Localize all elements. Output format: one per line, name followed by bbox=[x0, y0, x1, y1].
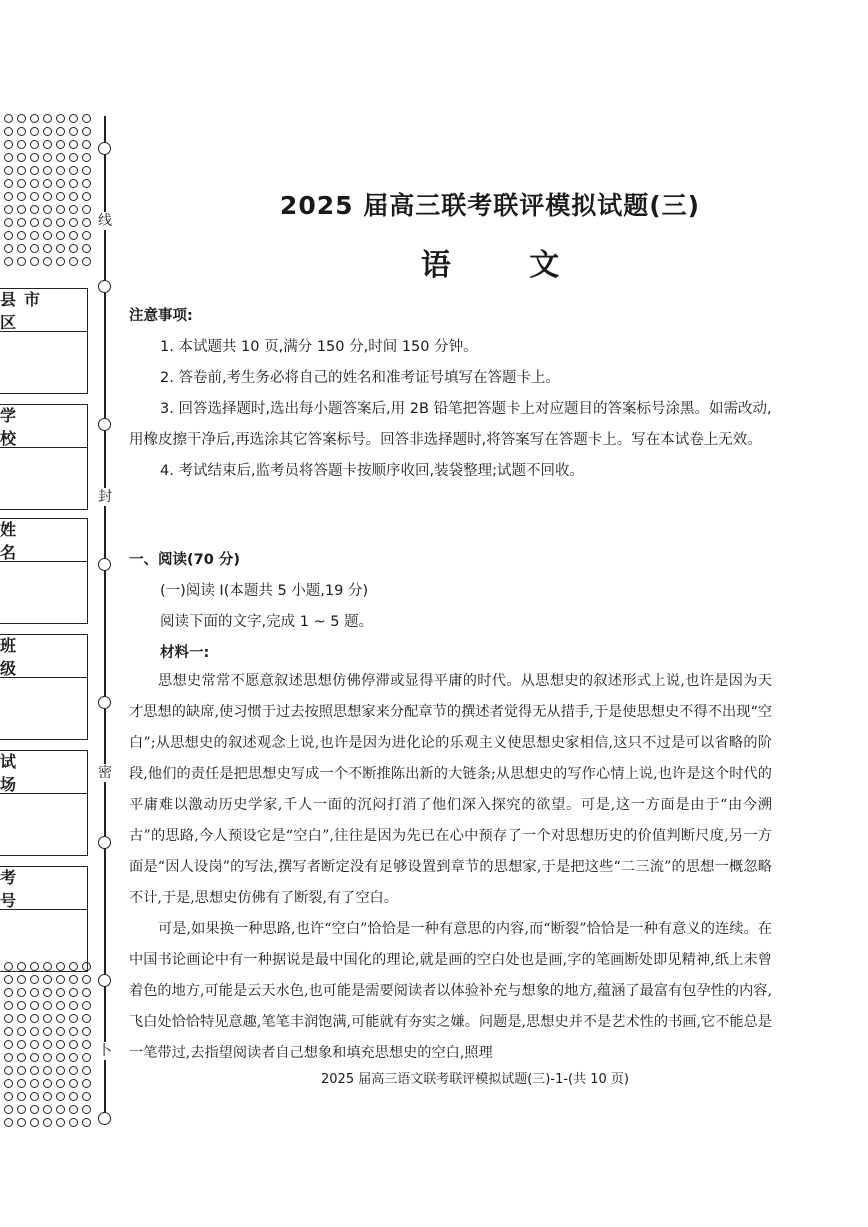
binding-dot bbox=[56, 988, 65, 997]
binding-circle bbox=[98, 418, 111, 431]
page-footer: 2025 届高三语文联考联评模拟试题(三)-1-(共 10 页) bbox=[321, 1072, 629, 1087]
binding-dot bbox=[69, 1027, 78, 1036]
binding-dot bbox=[4, 1040, 13, 1049]
binding-dot bbox=[17, 1079, 26, 1088]
binding-dot bbox=[30, 153, 39, 162]
field-label-exam-room: 试场 bbox=[0, 752, 47, 794]
notice-list bbox=[129, 332, 779, 487]
binding-dot bbox=[30, 1014, 39, 1023]
binding-dot bbox=[56, 257, 65, 266]
exam-title: 2025 届高三联考联评模拟试题(三) bbox=[279, 191, 701, 220]
binding-dot bbox=[82, 1079, 91, 1088]
binding-dot bbox=[43, 1066, 52, 1075]
binding-dot bbox=[69, 114, 78, 123]
binding-dot bbox=[4, 114, 13, 123]
binding-dot bbox=[82, 192, 91, 201]
binding-dot bbox=[4, 1014, 13, 1023]
binding-dot bbox=[69, 1105, 78, 1114]
binding-dot bbox=[56, 1079, 65, 1088]
binding-dot bbox=[56, 1118, 65, 1127]
binding-dot bbox=[17, 192, 26, 201]
binding-dot bbox=[82, 179, 91, 188]
binding-dot bbox=[43, 1014, 52, 1023]
binding-dot bbox=[43, 140, 52, 149]
reading-passage bbox=[129, 666, 772, 1069]
binding-dot bbox=[69, 1066, 78, 1075]
binding-dot bbox=[69, 166, 78, 175]
binding-dot bbox=[30, 975, 39, 984]
binding-dot bbox=[43, 192, 52, 201]
binding-dot bbox=[69, 1118, 78, 1127]
binding-dot bbox=[69, 1014, 78, 1023]
binding-dot bbox=[69, 179, 78, 188]
binding-dot bbox=[56, 1040, 65, 1049]
binding-dot bbox=[17, 166, 26, 175]
binding-circle bbox=[98, 558, 111, 571]
material-label: 材料一: bbox=[160, 645, 210, 661]
binding-dot bbox=[30, 1079, 39, 1088]
binding-dot bbox=[82, 205, 91, 214]
binding-dot bbox=[43, 1001, 52, 1010]
binding-dot bbox=[4, 218, 13, 227]
binding-dot bbox=[4, 975, 13, 984]
binding-dot bbox=[30, 1001, 39, 1010]
binding-dot bbox=[43, 257, 52, 266]
binding-dot bbox=[30, 179, 39, 188]
binding-dot bbox=[43, 1092, 52, 1101]
binding-dot bbox=[30, 127, 39, 136]
binding-dot bbox=[4, 1092, 13, 1101]
binding-dot bbox=[43, 1053, 52, 1062]
binding-dot bbox=[69, 218, 78, 227]
field-label-school: 学校 bbox=[0, 406, 47, 448]
binding-dot bbox=[30, 218, 39, 227]
binding-dot bbox=[30, 1105, 39, 1114]
binding-dot bbox=[4, 205, 13, 214]
binding-dot bbox=[4, 1105, 13, 1114]
binding-dot bbox=[4, 179, 13, 188]
binding-dot bbox=[43, 1027, 52, 1036]
binding-dot bbox=[69, 127, 78, 136]
binding-dot bbox=[17, 140, 26, 149]
field-county[interactable] bbox=[0, 288, 88, 394]
binding-dot bbox=[30, 166, 39, 175]
binding-dot bbox=[43, 153, 52, 162]
notice-item: 2. 答卷前,考生务必将自己的姓名和准考证号填写在答题卡上。 bbox=[160, 370, 561, 386]
exam-subject: 语 文 bbox=[420, 248, 594, 283]
binding-dot bbox=[82, 1040, 91, 1049]
binding-dot bbox=[82, 975, 91, 984]
binding-dot bbox=[43, 205, 52, 214]
binding-dot bbox=[69, 231, 78, 240]
binding-dot bbox=[17, 218, 26, 227]
notice-item: 4. 考试结束后,监考员将答题卡按顺序收回,装袋整理;试题不回收。 bbox=[160, 463, 585, 479]
binding-dot bbox=[56, 192, 65, 201]
binding-dot bbox=[69, 1079, 78, 1088]
binding-char-xian: 线 bbox=[98, 213, 112, 229]
binding-dot bbox=[17, 1014, 26, 1023]
binding-dot bbox=[82, 218, 91, 227]
binding-dot bbox=[17, 231, 26, 240]
binding-dot bbox=[56, 114, 65, 123]
passage-paragraph: 可是,如果换一种思路,也许“空白”恰恰是一种有意思的内容,而“断裂”恰恰是一种有意义的连续。在中国书论画论中有一种据说是最中国化的理论,就是画的空白处也是画,字的笔画断处即见精神,纸上未曾着色的地方,可能是云天水色,也可能是需要阅读者以体验补充与想象的地方,蕴涵了最富有包孕性的内容,飞白处恰恰特见意趣,笔笔丰润饱满,可能就有夯实之嫌。问题是,思想史并不是艺术性的书画,它不能总是一笔带过,去指望阅读者自己想象和填充思想史的空白,照理 bbox=[129, 921, 772, 1061]
binding-dot bbox=[82, 114, 91, 123]
binding-char-feng: 封 bbox=[98, 489, 112, 505]
binding-dot bbox=[17, 1092, 26, 1101]
binding-circle bbox=[98, 1112, 111, 1125]
binding-dot bbox=[82, 1027, 91, 1036]
binding-dot bbox=[82, 127, 91, 136]
binding-dot bbox=[82, 1066, 91, 1075]
binding-dot bbox=[69, 988, 78, 997]
binding-dot bbox=[56, 140, 65, 149]
binding-dot bbox=[30, 1118, 39, 1127]
binding-dot bbox=[43, 975, 52, 984]
binding-dot bbox=[43, 1105, 52, 1114]
binding-dot bbox=[30, 1027, 39, 1036]
notice-item: 3. 回答选择题时,选出每小题答案后,用 2B 铅笔把答题卡上对应题目的答案标号涂黑。如需改动,用橡皮擦干净后,再选涂其它答案标号。回答非选择题时,将答案写在答题卡上。写在本试卷上无效。 bbox=[129, 401, 772, 448]
binding-dot bbox=[82, 231, 91, 240]
binding-dot bbox=[56, 205, 65, 214]
binding-dot bbox=[56, 1027, 65, 1036]
passage-paragraph: 思想史常常不愿意叙述思想仿佛停滞或显得平庸的时代。从思想史的叙述形式上说,也许是因为天才思想的缺席,使习惯于过去按照思想家来分配章节的撰述者觉得无从措手,于是使思想史不得不出现“空白”;从思想史的叙述观念上说,也许是因为进化论的乐观主义使思想史家相信,这只不过是可以省略的阶段,他们的责任是把思想史写成一个不断推陈出新的大链条;从思想史的写作心情上说,也许是这个时代的平庸难以激动历史学家,千人一面的沉闷打消了他们深入探究的欲望。可是,这一方面是由于“由今溯古”的思路,今人预设它是“空白”,往往是因为先已在心中预存了一个对思想历史的价值判断尺度,另一方面是“因人设岗”的写法,撰写者断定没有足够设置到章节的思想家,于是把这些“二三流”的思想一概忽略不计,于是,思想史仿佛有了断裂,有了空白。 bbox=[129, 673, 772, 906]
binding-dot bbox=[4, 231, 13, 240]
binding-dot bbox=[69, 153, 78, 162]
binding-dot bbox=[56, 1092, 65, 1101]
binding-dot bbox=[17, 1066, 26, 1075]
binding-dot bbox=[69, 257, 78, 266]
binding-dot bbox=[4, 1066, 13, 1075]
binding-dot bbox=[69, 140, 78, 149]
binding-dot bbox=[56, 975, 65, 984]
binding-dot bbox=[69, 244, 78, 253]
binding-circle bbox=[98, 974, 111, 987]
binding-dot bbox=[17, 244, 26, 253]
binding-dot bbox=[17, 114, 26, 123]
binding-circle bbox=[98, 836, 111, 849]
field-class[interactable] bbox=[0, 634, 88, 740]
binding-dot bbox=[56, 218, 65, 227]
binding-dot bbox=[17, 179, 26, 188]
binding-dot bbox=[43, 231, 52, 240]
binding-dot bbox=[82, 1014, 91, 1023]
binding-dot bbox=[82, 1118, 91, 1127]
binding-dot bbox=[43, 114, 52, 123]
binding-dot bbox=[4, 192, 13, 201]
binding-dot bbox=[17, 1027, 26, 1036]
field-school[interactable] bbox=[0, 404, 88, 510]
section-heading: 一、阅读(70 分) bbox=[129, 552, 240, 568]
binding-dot bbox=[17, 1053, 26, 1062]
binding-dot bbox=[4, 1079, 13, 1088]
field-label-name: 姓名 bbox=[0, 520, 47, 562]
field-exam-number[interactable] bbox=[0, 866, 88, 972]
binding-dot bbox=[30, 988, 39, 997]
binding-dot bbox=[82, 244, 91, 253]
binding-dot bbox=[56, 244, 65, 253]
binding-dot bbox=[56, 166, 65, 175]
binding-dot bbox=[4, 988, 13, 997]
binding-dot bbox=[69, 975, 78, 984]
sub-section-heading: (一)阅读 I(本题共 5 小题,19 分) bbox=[160, 583, 369, 599]
binding-dot bbox=[17, 975, 26, 984]
binding-dot bbox=[56, 231, 65, 240]
binding-dot bbox=[17, 1118, 26, 1127]
binding-dot bbox=[4, 1027, 13, 1036]
binding-dot bbox=[56, 1053, 65, 1062]
binding-dot bbox=[43, 1040, 52, 1049]
binding-dot bbox=[30, 1066, 39, 1075]
binding-dot bbox=[17, 1040, 26, 1049]
field-label-class: 班级 bbox=[0, 636, 47, 678]
binding-dot bbox=[17, 1105, 26, 1114]
binding-dot bbox=[56, 179, 65, 188]
binding-dot bbox=[30, 114, 39, 123]
binding-dot bbox=[30, 231, 39, 240]
binding-dot bbox=[69, 1001, 78, 1010]
binding-dot bbox=[56, 153, 65, 162]
binding-dot bbox=[69, 1053, 78, 1062]
field-label-exam-number: 考号 bbox=[0, 868, 47, 910]
binding-dot bbox=[56, 1014, 65, 1023]
binding-char-mi: 密 bbox=[98, 765, 112, 781]
field-exam-room[interactable] bbox=[0, 750, 88, 856]
binding-dot bbox=[30, 257, 39, 266]
binding-dot bbox=[56, 1105, 65, 1114]
binding-dot bbox=[4, 166, 13, 175]
binding-dot bbox=[82, 988, 91, 997]
binding-dot bbox=[4, 140, 13, 149]
binding-char-bu: 卜 bbox=[98, 1043, 112, 1059]
binding-circle bbox=[98, 280, 111, 293]
binding-dot bbox=[43, 988, 52, 997]
binding-dot bbox=[17, 257, 26, 266]
binding-dot bbox=[30, 244, 39, 253]
binding-dot bbox=[69, 1092, 78, 1101]
binding-dot bbox=[82, 1001, 91, 1010]
binding-dot bbox=[43, 244, 52, 253]
binding-dot bbox=[4, 244, 13, 253]
field-name[interactable] bbox=[0, 518, 88, 624]
binding-dot bbox=[69, 192, 78, 201]
binding-dot bbox=[43, 1118, 52, 1127]
binding-dot bbox=[43, 218, 52, 227]
binding-dot bbox=[69, 1040, 78, 1049]
binding-dot bbox=[56, 1066, 65, 1075]
binding-dot bbox=[43, 179, 52, 188]
binding-dot bbox=[30, 192, 39, 201]
binding-circle bbox=[98, 142, 111, 155]
instruction-text: 阅读下面的文字,完成 1 ~ 5 题。 bbox=[160, 614, 374, 630]
binding-dot bbox=[82, 1092, 91, 1101]
notice-item: 1. 本试题共 10 页,满分 150 分,时间 150 分钟。 bbox=[160, 339, 478, 355]
binding-line bbox=[104, 116, 106, 1116]
binding-dot-pattern-top bbox=[4, 114, 94, 269]
binding-dot bbox=[17, 205, 26, 214]
binding-dot bbox=[82, 140, 91, 149]
binding-dot bbox=[17, 153, 26, 162]
binding-dot bbox=[17, 127, 26, 136]
binding-dot bbox=[17, 1001, 26, 1010]
binding-dot bbox=[56, 1001, 65, 1010]
binding-dot bbox=[43, 127, 52, 136]
binding-dot bbox=[82, 257, 91, 266]
binding-dot bbox=[82, 166, 91, 175]
binding-dot bbox=[30, 1092, 39, 1101]
binding-dot bbox=[4, 153, 13, 162]
binding-dot bbox=[30, 140, 39, 149]
binding-dot bbox=[30, 1040, 39, 1049]
binding-dot-pattern-bottom bbox=[4, 962, 94, 1130]
binding-dot bbox=[43, 166, 52, 175]
binding-dot bbox=[4, 1001, 13, 1010]
binding-dot bbox=[4, 1118, 13, 1127]
binding-dot bbox=[17, 988, 26, 997]
binding-dot bbox=[56, 127, 65, 136]
binding-dot bbox=[82, 1105, 91, 1114]
binding-dot bbox=[82, 1053, 91, 1062]
binding-dot bbox=[30, 205, 39, 214]
binding-dot bbox=[30, 1053, 39, 1062]
binding-dot bbox=[4, 1053, 13, 1062]
binding-circle bbox=[98, 696, 111, 709]
notice-heading: 注意事项: bbox=[129, 308, 193, 324]
binding-dot bbox=[4, 127, 13, 136]
binding-dot bbox=[43, 1079, 52, 1088]
field-label-county: 县市区 bbox=[0, 290, 49, 332]
binding-dot bbox=[4, 257, 13, 266]
binding-dot bbox=[82, 153, 91, 162]
binding-dot bbox=[69, 205, 78, 214]
